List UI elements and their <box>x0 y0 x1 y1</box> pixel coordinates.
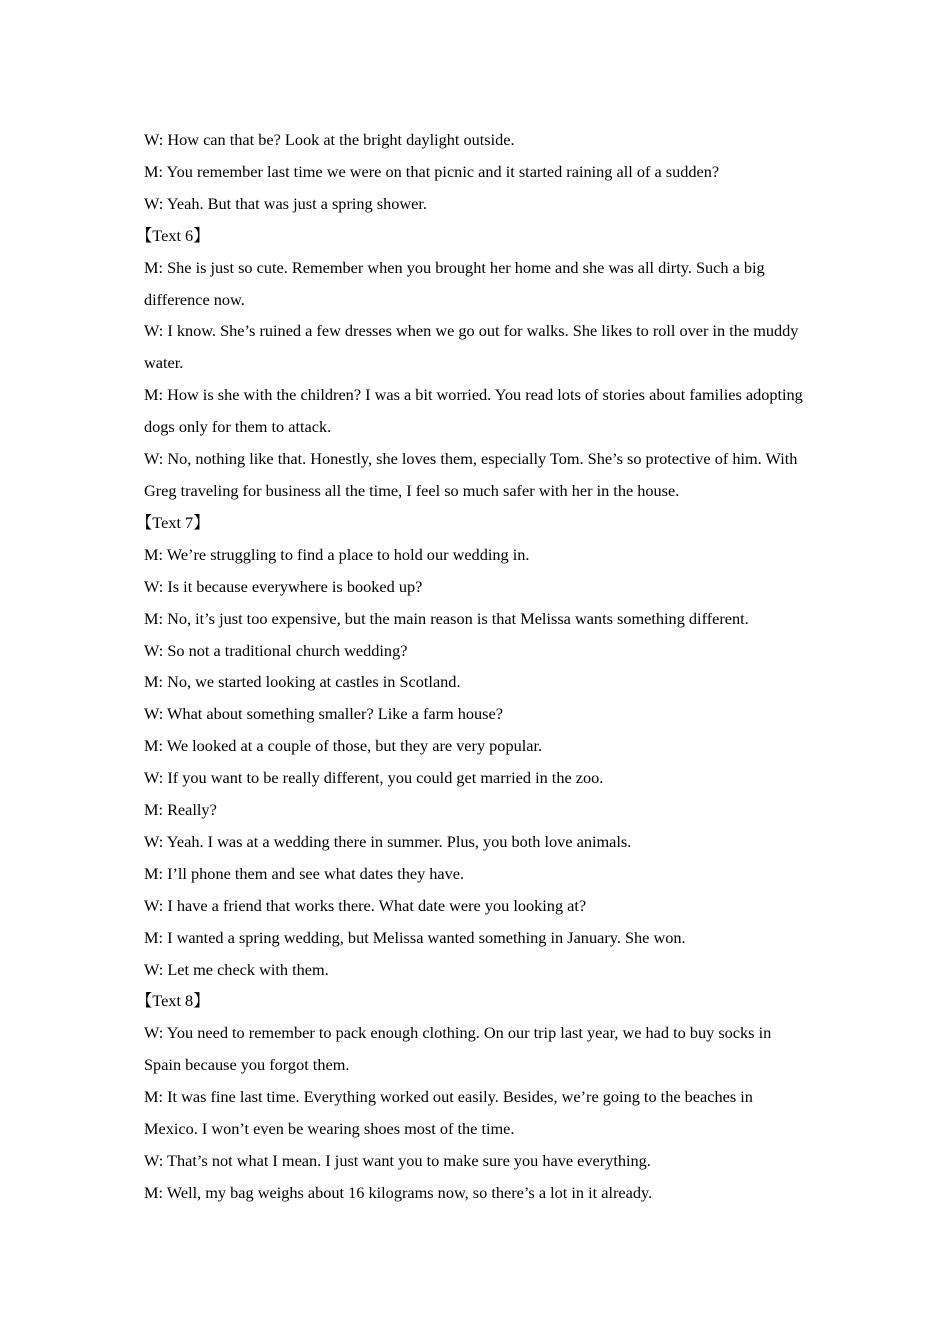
dialogue-line: W: Let me check with them. <box>144 959 329 979</box>
dialogue-line: M: No, it’s just too expensive, but the main reason is that Melissa wants something different. <box>144 608 749 628</box>
dialogue-line: M: We’re struggling to find a place to hold our wedding in. <box>144 544 530 564</box>
dialogue-line: W: What about something smaller? Like a farm house? <box>144 704 503 724</box>
dialogue-line: M: We looked at a couple of those, but they are very popular. <box>144 736 543 756</box>
dialogue-line: W: That’s not what I mean. I just want you to make sure you have everything. <box>144 1151 651 1170</box>
section-heading-text-7: 【Text 7】 <box>136 512 210 532</box>
dialogue-line: W: I have a friend that works there. What date were you looking at? <box>144 895 587 915</box>
dialogue-line: W: Yeah. I was at a wedding there in summer. Plus, you both love animals. <box>144 831 632 851</box>
dialogue-line: M: You remember last time we were on that picnic and it started raining all of a sudden? <box>144 161 720 181</box>
dialogue-line: W: How can that be? Look at the bright daylight outside. <box>144 130 515 149</box>
dialogue-line: W: So not a traditional church wedding? <box>144 640 408 660</box>
dialogue-line: M: No, we started looking at castles in Scotland. <box>144 672 461 692</box>
dialogue-line: M: I’ll phone them and see what dates they have. <box>144 863 465 883</box>
dialogue-line: W: Is it because everywhere is booked up? <box>144 576 423 596</box>
dialogue-line: M: Really? <box>144 800 217 820</box>
dialogue-line: M: Well, my bag weighs about 16 kilograms now, so there’s a lot in it already. <box>144 1182 653 1202</box>
dialogue-line: W: You need to remember to pack enough clothing. On our trip last year, we had to buy socks in Spain because you forgot them. <box>144 1023 772 1075</box>
dialogue-line: W: No, nothing like that. Honestly, she loves them, especially Tom. She’s so protective of him. With Greg traveling for business all the time, I feel so much safer with her in the house. <box>144 449 798 500</box>
dialogue-line: M: I wanted a spring wedding, but Melissa wanted something in January. She won. <box>144 927 686 947</box>
section-heading-text-8: 【Text 8】 <box>136 991 210 1011</box>
section-heading-text-6: 【Text 6】 <box>136 225 210 245</box>
dialogue-line: W: If you want to be really different, you could get married in the zoo. <box>144 768 604 788</box>
dialogue-line: M: She is just so cute. Remember when you brought her home and she was all dirty. Such a big difference now. <box>144 257 765 309</box>
document-page <box>136 124 810 1209</box>
dialogue-line: M: It was fine last time. Everything worked out easily. Besides, we’re going to the beaches in Mexico. I won’t even be wearing shoes most of the time. <box>144 1087 753 1139</box>
dialogue-line: W: I know. She’s ruined a few dresses when we go out for walks. She likes to roll over in the muddy water. <box>144 321 799 373</box>
dialogue-line: W: Yeah. But that was just a spring shower. <box>144 193 427 213</box>
dialogue-line: M: How is she with the children? I was a bit worried. You read lots of stories about families adopting dogs only for them to attack. <box>144 385 803 437</box>
